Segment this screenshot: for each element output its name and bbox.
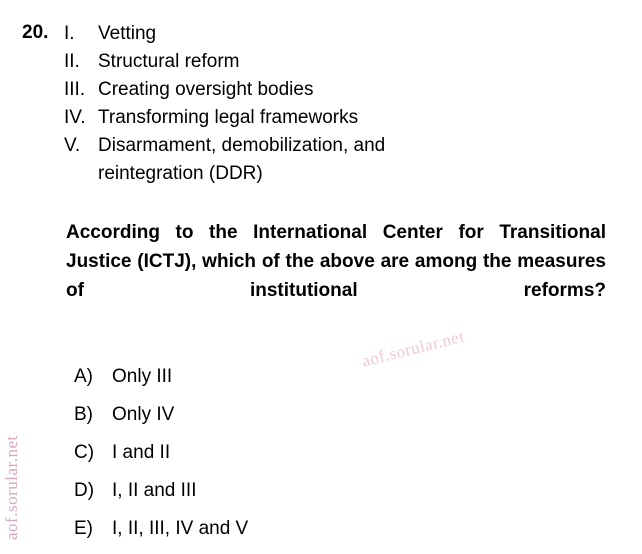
option-e[interactable] bbox=[74, 510, 594, 548]
option-text: Only IV bbox=[112, 404, 175, 425]
option-letter: A) bbox=[74, 366, 93, 387]
stem-item-numeral: IV. bbox=[64, 107, 86, 128]
watermark-left: aof.sorular.net bbox=[2, 435, 21, 540]
option-c[interactable] bbox=[74, 434, 594, 472]
answer-options bbox=[74, 358, 594, 548]
option-d[interactable] bbox=[74, 472, 594, 510]
stem-item-text: Disarmament, demobilization, and bbox=[98, 135, 386, 156]
stem-item-numeral: III. bbox=[64, 79, 86, 100]
option-text: I, II and III bbox=[112, 480, 197, 501]
question-number: 20. bbox=[22, 22, 49, 43]
watermark-center: aof.sorular.net bbox=[360, 326, 467, 371]
option-letter: E) bbox=[74, 518, 93, 539]
option-letter: D) bbox=[74, 480, 95, 501]
stem-item bbox=[64, 132, 604, 160]
option-b[interactable] bbox=[74, 396, 594, 434]
stem-item bbox=[64, 48, 604, 76]
stem-item-continuation bbox=[64, 160, 604, 188]
stem-item-numeral: V. bbox=[64, 135, 81, 156]
stem-item bbox=[64, 20, 604, 48]
option-letter: C) bbox=[74, 442, 95, 463]
stem-list bbox=[64, 20, 604, 188]
stem-item-text: Structural reform bbox=[98, 51, 240, 72]
option-text: I, II, III, IV and V bbox=[112, 518, 249, 539]
option-text: Only III bbox=[112, 366, 173, 387]
option-text: I and II bbox=[112, 442, 171, 463]
stem-item-numeral: II. bbox=[64, 51, 80, 72]
question-prompt: According to the International Center for Transitional Justice (ICTJ), which of the above are among the measures of institutional reforms? bbox=[66, 222, 606, 301]
stem-item bbox=[64, 76, 604, 104]
stem-item-text: Vetting bbox=[98, 23, 157, 44]
stem-item-numeral: I. bbox=[64, 23, 75, 44]
option-letter: B) bbox=[74, 404, 93, 425]
stem-item-text: Transforming legal frameworks bbox=[98, 107, 359, 128]
stem-item bbox=[64, 104, 604, 132]
stem-item-text: Creating oversight bodies bbox=[98, 79, 314, 100]
stem-item-text: reintegration (DDR) bbox=[98, 163, 263, 184]
option-a[interactable] bbox=[74, 358, 594, 396]
